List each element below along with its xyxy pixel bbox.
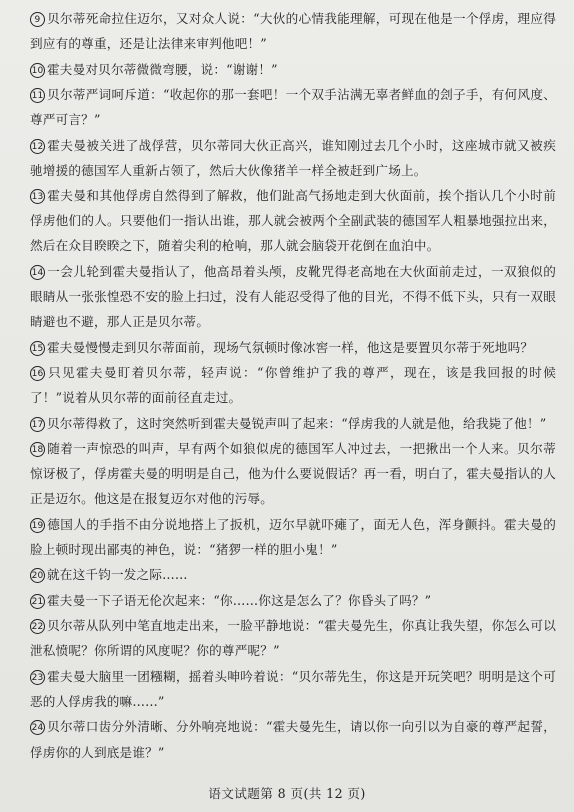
paragraph-number: 13 [30,189,45,204]
paragraph [30,335,556,360]
paragraph [30,57,556,82]
paragraph-number: 19 [30,518,45,533]
paragraph-number: 12 [30,139,45,154]
paragraph-text: 霍夫曼慢慢走到贝尔蒂面前，现场气氛顿时像冰窖一样，他这是要置贝尔蒂于死地吗？ [47,339,534,355]
paragraph-text: 贝尔蒂得救了，这时突然听到霍夫曼锐声叫了起来：“俘虏我的人就是他，给我毙了他！” [47,415,547,431]
paragraph [30,436,556,511]
paragraph-number: 20 [30,568,45,583]
paragraph-number: 23 [30,670,45,685]
paragraph-number: 18 [30,442,45,457]
paragraph-text: 随着一声惊恐的叫声，早有两个如狼似虎的德国军人冲过去，一把揪出一个人来。贝尔蒂惊讶极了，俘虏霍夫曼的明明是自己，他为什么要说假话？再一看，明白了，霍夫曼指认的人正是迈尔。他这是在报复迈尔对他的污辱。 [30,441,556,507]
paragraph-text: 贝尔蒂口齿分外清晰、分外响亮地说：“霍夫曼先生，请以你一向引以为自豪的尊严起誓，俘虏你的人到底是谁？” [30,719,556,760]
paragraph [30,183,556,258]
paragraph [30,512,556,562]
page-footer: 语文试题第 8 页(共 12 页) [208,786,366,801]
paragraph-number: 16 [30,366,45,381]
paragraph [30,613,556,663]
paragraph [30,6,556,56]
paragraph-number: 11 [30,88,45,103]
paragraph-number: 17 [30,417,45,432]
article-body [30,6,556,765]
paragraph [30,82,556,132]
paragraph [30,714,556,764]
paragraph-text: 一会儿轮到霍夫曼指认了，他高昂着头颅，皮靴咒得老高地在大伙面前走过，一双狼似的眼睛从一张张惶恐不安的脸上扫过，没有人能忍受得了他的目光，不得不低下头，只有一双眼睛避也不避，那人正是贝尔蒂。 [30,263,556,330]
paragraph-text: 贝尔蒂从队列中笔直地走出来，一脸平静地说：“霍夫曼先生，你真让我失望，你怎么可以泄私愤呢？你所谓的风度呢？你的尊严呢？” [30,618,556,659]
paragraph-text: 霍夫曼大脑里一团糨糊，摇着头呻吟着说：“贝尔蒂先生，你这是开玩笑吧？明明是这个可恶的人俘虏我的嘛……” [30,668,556,709]
paragraph-text: 霍夫曼和其他俘虏自然得到了解救，他们趾高气扬地走到大伙面前，挨个指认几个小时前俘虏他们的人。只要他们一指认出谁，那人就会被两个全副武装的德国军人粗暴地强拉出来，然后在众目睽睽之下，随着尖利的枪响，那人就会脑袋开花倒在血泊中。 [30,188,556,254]
paragraph-number: 15 [30,341,45,356]
paragraph [30,411,556,436]
paragraph-text: 贝尔蒂严词呵斥道：“收起你的那一套吧！一个双手沾满无辜者鲜血的刽子手，有何风度、尊严可言？” [30,87,556,128]
paragraph-text: 只见霍夫曼盯着贝尔蒂，轻声说：“你曾维护了我的尊严，现在，该是我回报的时候了！”说着从贝尔蒂的面前径直走过。 [30,365,556,406]
paragraph-text: 德国人的手指不由分说地搭上了扳机，迈尔早就吓瘫了，面无人色，浑身颤抖。霍夫曼的脸上顿时现出鄙夷的神色，说：“猪猡一样的胆小鬼！” [30,516,556,557]
paragraph-number: 21 [30,594,45,609]
paragraph-number: 9 [30,12,45,27]
paragraph-text: 霍夫曼被关进了战俘营，贝尔蒂同大伙正高兴，谁知刚过去几个小时，这座城市就又被疾驰增援的德国军人重新占领了，然后大伙像猪羊一样全被赶到广场上。 [30,137,556,178]
paragraph-text: 霍夫曼一下子语无伦次起来：“你……你这是怎么了？你昏头了吗？” [47,592,432,608]
paragraph-number: 24 [30,720,45,735]
paragraph [30,259,556,334]
paragraph [30,360,556,410]
paragraph-text: 贝尔蒂死命拉住迈尔，又对众人说：“大伙的心情我能理解，可现在他是一个俘虏，理应得到应有的尊重，还是让法律来审判他吧！” [30,11,556,52]
paragraph [30,133,556,183]
paragraph-text: 霍夫曼对贝尔蒂微微弯腰，说：“谢谢！” [47,61,278,77]
paragraph [30,664,556,714]
paragraph-number: 14 [30,265,45,280]
paragraph-number: 10 [30,63,45,78]
paragraph-text: 就在这千钧一发之际…… [47,567,188,583]
paragraph [30,562,556,587]
paragraph [30,588,556,613]
paragraph-number: 22 [30,619,45,634]
